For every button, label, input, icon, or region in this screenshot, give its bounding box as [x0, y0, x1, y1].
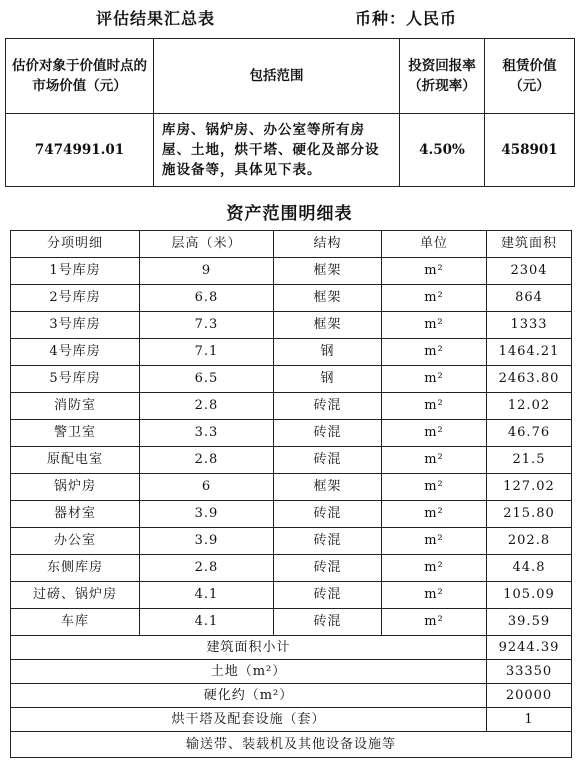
- item-name: 原配电室: [11, 447, 140, 474]
- col-header-item: 分项明细: [11, 231, 140, 258]
- building-area: 44.8: [487, 555, 572, 582]
- detail-header-row: [11, 231, 572, 258]
- building-area: 12.02: [487, 393, 572, 420]
- floor-height: 4.1: [140, 582, 274, 609]
- table-row: [11, 474, 572, 501]
- table-row: [11, 447, 572, 474]
- structure: 砖混: [274, 501, 382, 528]
- table-row: [11, 501, 572, 528]
- floor-height: 6.8: [140, 285, 274, 312]
- footer-row: [11, 732, 572, 758]
- col-header-unit: 单位: [382, 231, 487, 258]
- item-name: 车库: [11, 609, 140, 636]
- subtotal-value: 1: [487, 708, 572, 732]
- summary-table: [5, 38, 575, 187]
- table-row: [11, 393, 572, 420]
- floor-height: 3.9: [140, 528, 274, 555]
- return-rate: 4.50%: [400, 114, 485, 187]
- subtotal-value: 20000: [487, 684, 572, 708]
- building-area: 46.76: [487, 420, 572, 447]
- building-area: 105.09: [487, 582, 572, 609]
- item-name: 3号库房: [11, 312, 140, 339]
- floor-height: 2.8: [140, 447, 274, 474]
- col-header-height: 层高（米）: [140, 231, 274, 258]
- unit: m²: [382, 501, 487, 528]
- footer-note: 输送带、装载机及其他设备设施等: [11, 732, 572, 758]
- scope-description: 库房、锅炉房、办公室等所有房屋、土地，烘干塔、硬化及部分设施设备等，具体见下表。: [154, 114, 400, 187]
- building-area: 1333: [487, 312, 572, 339]
- structure: 砖混: [274, 528, 382, 555]
- floor-height: 3.3: [140, 420, 274, 447]
- structure: 框架: [274, 285, 382, 312]
- unit: m²: [382, 285, 487, 312]
- market-value: 7474991.01: [6, 114, 154, 187]
- unit: m²: [382, 258, 487, 285]
- summary-header-rental-value: 租赁价值（元）: [485, 39, 575, 114]
- item-name: 消防室: [11, 393, 140, 420]
- unit: m²: [382, 447, 487, 474]
- structure: 框架: [274, 258, 382, 285]
- summary-value-row: [6, 114, 575, 187]
- currency-label: 币种：人民币: [355, 9, 458, 28]
- structure: 砖混: [274, 447, 382, 474]
- item-name: 5号库房: [11, 366, 140, 393]
- table-row: [11, 582, 572, 609]
- building-area: 215.80: [487, 501, 572, 528]
- item-name: 东侧库房: [11, 555, 140, 582]
- item-name: 过磅、锅炉房: [11, 582, 140, 609]
- item-name: 办公室: [11, 528, 140, 555]
- header: [0, 6, 579, 28]
- unit: m²: [382, 393, 487, 420]
- structure: 砖混: [274, 609, 382, 636]
- floor-height: 3.9: [140, 501, 274, 528]
- unit: m²: [382, 582, 487, 609]
- subtotal-label: 土地（m²）: [11, 660, 487, 684]
- floor-height: 6: [140, 474, 274, 501]
- summary-header-row: [6, 39, 575, 114]
- table-row: [11, 339, 572, 366]
- item-name: 锅炉房: [11, 474, 140, 501]
- subtotal-row: [11, 636, 572, 660]
- floor-height: 2.8: [140, 555, 274, 582]
- table-row: [11, 555, 572, 582]
- unit: m²: [382, 366, 487, 393]
- table-row: [11, 609, 572, 636]
- item-name: 2号库房: [11, 285, 140, 312]
- unit: m²: [382, 555, 487, 582]
- subtotal-label: 硬化约（m²）: [11, 684, 487, 708]
- table-row: [11, 528, 572, 555]
- table-row: [11, 285, 572, 312]
- unit: m²: [382, 474, 487, 501]
- summary-header-return-rate: 投资回报率（折现率）: [400, 39, 485, 114]
- floor-height: 2.8: [140, 393, 274, 420]
- unit: m²: [382, 420, 487, 447]
- item-name: 1号库房: [11, 258, 140, 285]
- floor-height: 7.1: [140, 339, 274, 366]
- detail-title: 资产范围明细表: [226, 204, 353, 224]
- rental-value: 458901: [485, 114, 575, 187]
- table-row: [11, 420, 572, 447]
- unit: m²: [382, 609, 487, 636]
- subtotal-value: 9244.39: [487, 636, 572, 660]
- subtotal-row: [11, 708, 572, 732]
- summary-header-scope: 包括范围: [154, 39, 400, 114]
- item-name: 4号库房: [11, 339, 140, 366]
- structure: 框架: [274, 312, 382, 339]
- table-row: [11, 312, 572, 339]
- table-row: [11, 258, 572, 285]
- item-name: 警卫室: [11, 420, 140, 447]
- unit: m²: [382, 312, 487, 339]
- item-name: 器材室: [11, 501, 140, 528]
- building-area: 2463.80: [487, 366, 572, 393]
- building-area: 1464.21: [487, 339, 572, 366]
- summary-header-market-value: 估价对象于价值时点的市场价值（元）: [6, 39, 154, 114]
- subtotal-value: 33350: [487, 660, 572, 684]
- floor-height: 6.5: [140, 366, 274, 393]
- floor-height: 9: [140, 258, 274, 285]
- structure: 框架: [274, 474, 382, 501]
- floor-height: 7.3: [140, 312, 274, 339]
- page-title: 评估结果汇总表: [96, 9, 216, 28]
- structure: 砖混: [274, 555, 382, 582]
- col-header-area: 建筑面积: [487, 231, 572, 258]
- building-area: 2304: [487, 258, 572, 285]
- structure: 砖混: [274, 420, 382, 447]
- building-area: 864: [487, 285, 572, 312]
- structure: 钢: [274, 339, 382, 366]
- structure: 砖混: [274, 582, 382, 609]
- subtotal-row: [11, 660, 572, 684]
- building-area: 39.59: [487, 609, 572, 636]
- structure: 钢: [274, 366, 382, 393]
- floor-height: 4.1: [140, 609, 274, 636]
- building-area: 21.5: [487, 447, 572, 474]
- subtotal-row: [11, 684, 572, 708]
- unit: m²: [382, 528, 487, 555]
- subtotal-label: 建筑面积小计: [11, 636, 487, 660]
- detail-table: [10, 230, 572, 758]
- building-area: 202.8: [487, 528, 572, 555]
- building-area: 127.02: [487, 474, 572, 501]
- table-row: [11, 366, 572, 393]
- col-header-structure: 结构: [274, 231, 382, 258]
- unit: m²: [382, 339, 487, 366]
- structure: 砖混: [274, 393, 382, 420]
- subtotal-label: 烘干塔及配套设施（套）: [11, 708, 487, 732]
